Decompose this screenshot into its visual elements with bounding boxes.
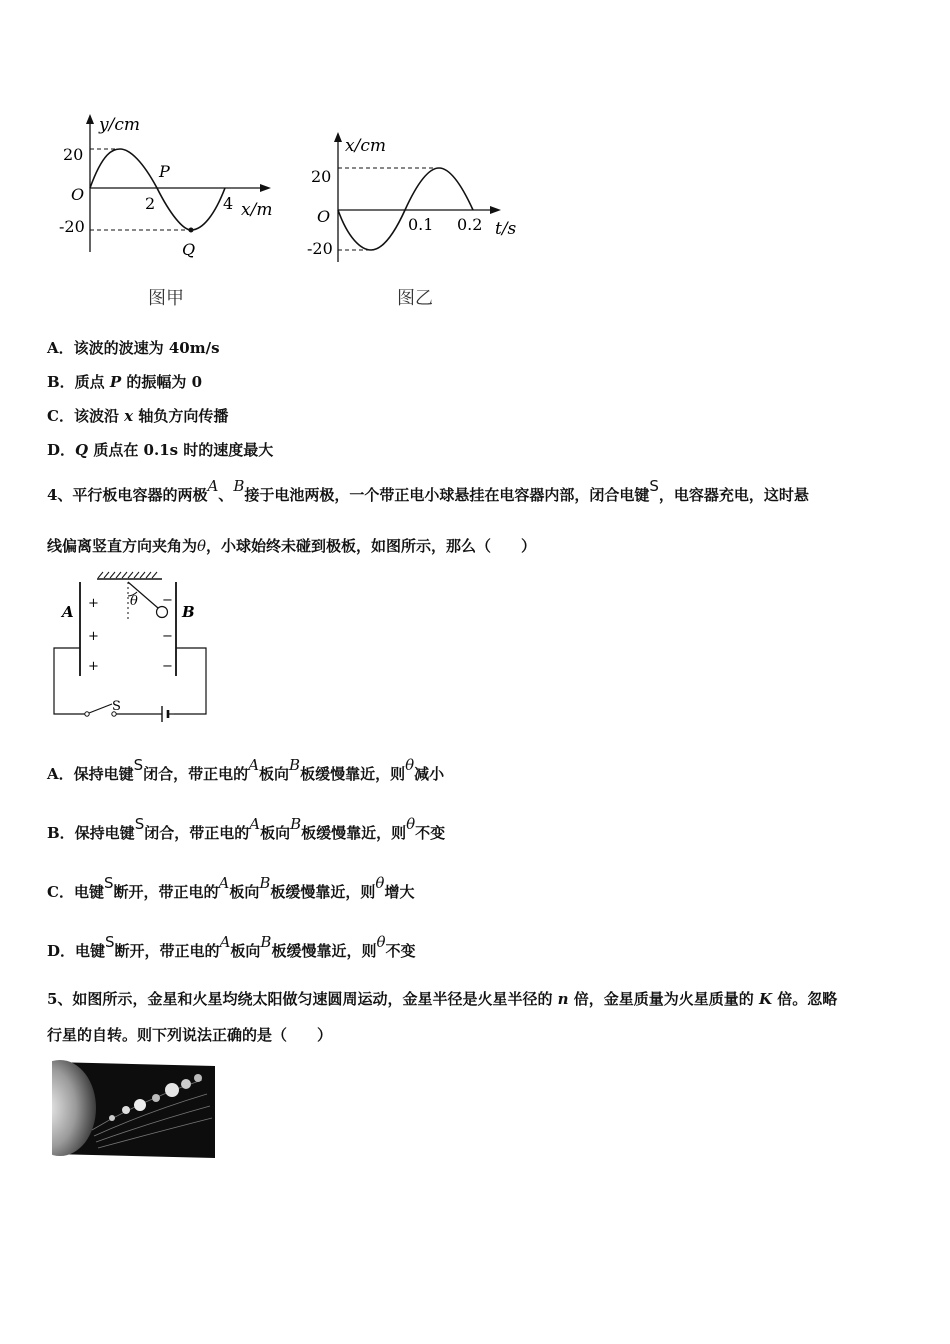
jia-x-axis-label: x/m — [241, 200, 273, 220]
q4-stem-line-2: 线偏离竖直方向夹角为θ，小球始终未碰到极板，如图所示，那么（ ） — [47, 537, 537, 555]
q4-option-b: B．保持电键S闭合，带正电的A板向B板缓慢靠近，则θ不变 — [47, 815, 446, 842]
yi-tick-0-1: 0.1 — [408, 215, 434, 234]
switch-label: S — [112, 699, 121, 714]
jia-origin: O — [71, 185, 85, 204]
q3-option-d: D．Q 质点在 0.1s 时的速度最大 — [47, 441, 274, 459]
plate-a-label: A — [62, 603, 74, 621]
plus-sign-3: + — [88, 659, 99, 674]
figure-jia-wave-graph — [55, 112, 290, 262]
minus-sign-3: − — [162, 659, 173, 674]
q3-option-a: A．该波的波速为 40m/s — [47, 339, 220, 357]
plus-sign-2: + — [88, 629, 99, 644]
plus-sign-1: + — [88, 596, 99, 611]
q3-option-b: B．质点 P 的振幅为 0 — [47, 373, 203, 391]
minus-sign-2: − — [162, 629, 173, 644]
yi-y-axis-label: x/cm — [345, 136, 386, 156]
yi-tick-0-2: 0.2 — [457, 215, 483, 234]
jia-tick-2: 2 — [145, 194, 156, 213]
q3-option-c: C．该波沿 x 轴负方向传播 — [47, 407, 229, 425]
q4-stem-line-1: 4、平行板电容器的两极A、B接于电池两极，一个带正电小球悬挂在电容器内部，闭合电键S，电容器充电，这时悬 — [47, 477, 809, 504]
theta-label: θ — [130, 594, 138, 609]
yi-tick-neg20: -20 — [307, 239, 333, 258]
jia-tick-4: 4 — [223, 194, 234, 213]
jia-y-axis-label: y/cm — [99, 115, 140, 135]
yi-x-axis-label: t/s — [495, 219, 517, 239]
yi-tick-20: 20 — [311, 167, 332, 186]
q4-option-c: C．电键S断开，带正电的A板向B板缓慢靠近，则θ增大 — [47, 874, 415, 901]
yi-origin: O — [317, 207, 331, 226]
jia-point-q: Q — [182, 240, 196, 259]
minus-sign-1: − — [162, 593, 173, 608]
jia-point-p: P — [159, 162, 170, 181]
capacitor-circuit-figure — [50, 570, 215, 722]
q4-option-a: A．保持电键S闭合，带正电的A板向B板缓慢靠近，则θ减小 — [47, 756, 445, 783]
q5-stem-line-1: 5、如图所示，金星和火星均绕太阳做匀速圆周运动，金星半径是火星半径的 n 倍，金星质量为火星质量的 K 倍。忽略 — [47, 990, 838, 1008]
q4-option-d: D．电键S断开，带正电的A板向B板缓慢靠近，则θ不变 — [47, 933, 416, 960]
solar-system-photo — [52, 1060, 217, 1160]
plate-b-label: B — [182, 603, 195, 621]
figure-jia-caption: 图甲 — [148, 288, 184, 309]
jia-tick-neg20: -20 — [59, 217, 85, 236]
jia-tick-20: 20 — [63, 145, 84, 164]
figure-yi-vibration-graph — [305, 130, 530, 270]
figure-yi-caption: 图乙 — [397, 288, 433, 309]
q5-stem-line-2: 行星的自转。则下列说法正确的是（ ） — [47, 1026, 333, 1044]
